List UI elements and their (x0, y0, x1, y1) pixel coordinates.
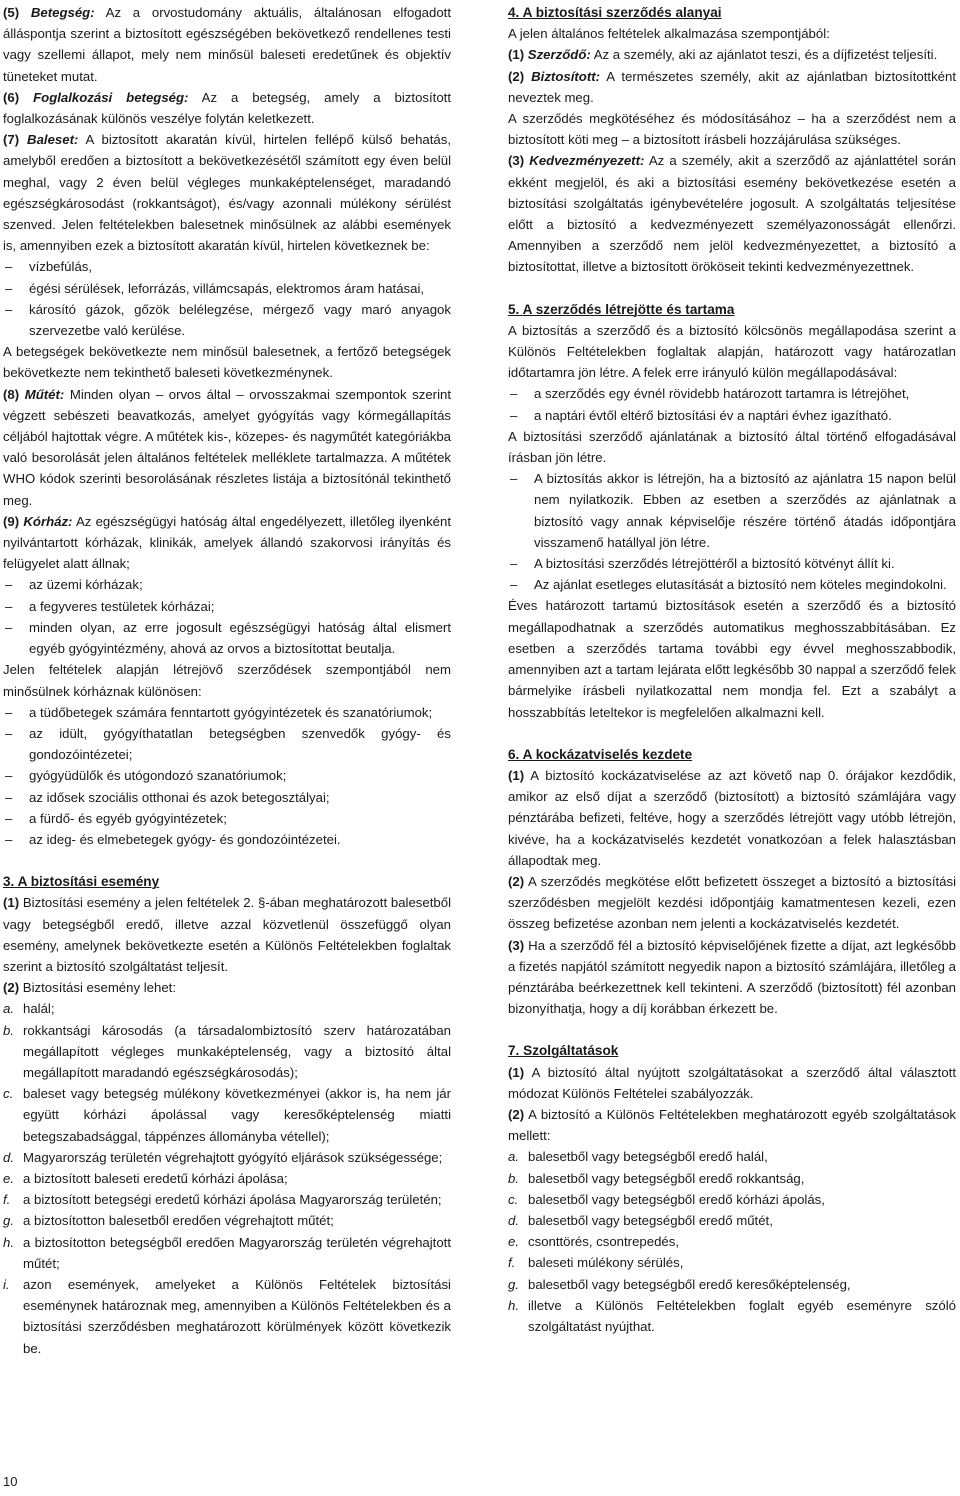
def-illness: (5) Betegség: Az a orvostudomány aktuális, általánosan elfogadott álláspontja szerint a biztosított egészségében bekövetkező rendellenes testi vagy szellemi állapot, mely nem minősül baleseti eredetűnek és objektív tüneteket mutat. (3, 5, 452, 84)
list-item: – a naptári évtől eltérő biztosítási év a naptári évhez igazítható. (508, 405, 956, 426)
list-item: g. a biztosítotton balesetből eredően végrehajtott műtét; (3, 1213, 334, 1229)
list-item: c. balesetből vagy betegségből eredő kórházi ápolás, (508, 1191, 825, 1207)
section-heading-7: 7. Szolgáltatások (508, 1043, 619, 1059)
list-item: i. azon események, amelyeket a Különös Feltételek biztosítási eseménynek határoznak meg, amennyiben a Különös Feltételekben és a biztosítási szerződésben meghatározott körülmények között következik be. (3, 1276, 451, 1356)
hospital-exclusion-intro: Jelen feltételek alapján létrejövő szerződések szempontjából nem minősülnek kórháznak különösen: (3, 662, 451, 699)
def-occupational-disease: (6) Foglalkozási betegség: Az a betegség, amely a biztosított foglalkozásának különös veszélye folytán keletkezett. (3, 89, 451, 127)
sec3-para-2: (2) Biztosítási esemény lehet: (3, 980, 176, 996)
def-insured: (2) Biztosított: A természetes személy, akit az ajánlatban biztosítottként neveztek meg. (508, 68, 956, 105)
def-surgery: (8) Műtét: Minden olyan – orvos által – orvosszakmai szempontok szerint végzett sebészeti beavatkozás, amelyet gyógyítás vagy kórmegállapítás céljából hajtottak végre. A műtétek kis-, közepes- és nagyműtét kategóriákba való besorolását jelen általános feltételek melléklete tartalmazza. A műtétek WHO kódok szerinti besorolásának részletes listája a biztosítónál tekinthető meg. (3, 386, 451, 508)
list-item: – A biztosítás akkor is létrejön, ha a biztosító az ajánlatra 15 napon belül nem nyilatkozik. Ebben az esetben a szerződés az ajánlatnak a biztosító vagy annak képviselője részére történő átadás időpontjára visszamenő hatállyal jön létre. (508, 468, 956, 553)
list-item: b. balesetből vagy betegségből eredő rokkantság, (508, 1170, 805, 1186)
list-item: b. rokkantsági károsodás (a társadalombiztosító szerv határozatában megállapított végleges munkaképtelenség, vagy a biztosító által megállapított maradandó egészségkárosodás); (3, 1022, 451, 1080)
sec6-para-1: (1) A biztosító kockázatviselése az azt követő nap 0. órájakor kezdődik, amikor az első díjat a szerződő (biztosított) a biztosító számlájára vagy pénztárába befizeti, feltéve, hogy a szerződés létrejött vagy utóbb létrejön, kivéve, ha a kockázatviselés kezdetét vonatkozóan a felek halasztásban állapodtak meg. (508, 767, 956, 868)
sec7-para-2: (2) A biztosító a Különös Feltételekben meghatározott egyéb szolgáltatások mellett: (508, 1106, 957, 1144)
list-item: – Az ajánlat esetleges elutasítását a biztosító nem köteles megindokolni. (508, 574, 956, 595)
section-heading-6: 6. A kockázatviselés kezdete (508, 746, 693, 762)
list-item: – az ideg- és elmebetegek gyógy- és gondozóintézetei. (3, 829, 451, 850)
sec5-para-3: Éves határozott tartamú biztosítások esetén a szerződő és a biztosító megállapodhatnak a szerződés automatikus meghosszabbításában. Ez esetben a szerződés tartama további egy évvel meghosszabbodik, amennyiben azt a tartam lejárata előtt legkésőbb 30 nappal a szerződő felek bármelyike írásbeli nyilatkozattal nem mondja fel. Ezt a szabályt a hosszabbítás leteltekor is megfelelően alkalmazni kell. (508, 598, 956, 720)
list-item: d. balesetből vagy betegségből eredő műtét, (508, 1212, 773, 1228)
list-item: – gyógyüdülők és utógondozó szanatóriumok; (3, 765, 451, 786)
def-beneficiary: (3) Kedvezményezett: Az a személy, akit a szerződő az ajánlattétel során ekként megjelöl, és aki a biztosítási esemény bekövetkezése esetén a biztosítási szolgáltatás igénybevételére jogosult. A szolgáltatás teljesítése előtt a biztosító a kedvezményezett személyazonosságát ellenőrzi. Amennyiben a szerződő nem jelöl kedvezményezettet, a biztosító a biztosítottat, illetve a biztosított örököseit tekinti kedvezményezettnek. (508, 153, 957, 275)
list-item: – a fürdő- és egyéb gyógyintézetek; (3, 808, 451, 829)
list-item: – a szerződés egy évnél rövidebb határozott tartamra is létrejöhet, (508, 383, 956, 404)
list-item: d. Magyarország területén végrehajtott gyógyító eljárások szükségessége; (3, 1149, 443, 1165)
list-item: – az üzemi kórházak; (3, 574, 451, 595)
accident-note: A betegségek bekövetkezte nem minősül balesetnek, a fertőző betegségek bekövetkezte nem tekinthető baleseti következménynek. (3, 344, 451, 381)
list-item: – a fegyveres testületek kórházai; (3, 596, 451, 617)
insured-consent-note: A szerződés megkötéséhez és módosításához – ha a szerződést nem a biztosított köti meg – a biztosított írásbeli hozzájárulása szükséges. (508, 111, 956, 148)
sec5-para-2: A biztosítási szerződő ajánlatának a biztosító által történő elfogadásával írásban jön létre. (508, 428, 956, 466)
list-item: a. halál; (3, 1001, 55, 1017)
sec7-para-1: (1) A biztosító által nyújtott szolgáltatásokat a szerződő által választott módozat Különös Feltételei szabályozzák. (508, 1064, 957, 1101)
list-item: – égési sérülések, leforrázás, villámcsapás, elektromos áram hatásai, (3, 278, 451, 299)
list-item: h. a biztosítotton betegségből eredően Magyarország területén végrehajtott műtét; (3, 1234, 451, 1271)
def-contracting-party: (1) Szerződő: Az a személy, aki az ajánlatot teszi, és a díjfizetést teljesíti. (508, 47, 938, 63)
list-item: f. baleseti múlékony sérülés, (508, 1255, 684, 1271)
def-hospital: (9) Kórház: Az egészségügyi hatóság által engedélyezett, illetőleg ilyenként nyilvántartott kórházak, klinikák, amelyek állandó szakorvosi irányítás és felügyelet alatt állnak; (3, 513, 451, 572)
sec3-para-1: (1) Biztosítási esemény a jelen feltételek 2. §-ában meghatározott balesetből vagy betegségből eredő, illetve azzal közvetlenül összefüggő olyan esemény, amelynek bekövetkezte esetén a Különös Feltételekben foglaltak szerint a biztosító szolgáltatást teljesít. (3, 895, 451, 974)
sec4-intro: A jelen általános feltételek alkalmazása szempontjából: (508, 26, 830, 42)
section-heading-3: 3. A biztosítási esemény (3, 874, 160, 890)
list-item: e. csonttörés, csontrepedés, (508, 1234, 680, 1250)
page-number: 10 (3, 1474, 18, 1489)
section-heading-4: 4. A biztosítási szerződés alanyai (508, 5, 722, 20)
list-item: – vízbefúlás, (3, 256, 451, 277)
sec5-para-1: A biztosítás a szerződő és a biztosító kölcsönös megállapodása szerint a Különös Feltételekben foglaltak alapján, határozott vagy határozatlan időtartamra jön létre. A felek erre irányuló külön megállapodásával: (508, 322, 956, 381)
list-item: – károsító gázok, gőzök belélegzése, mérgező vagy maró anyagok szervezetbe való kerülése. (3, 299, 451, 341)
list-item: – a tüdőbetegek számára fenntartott gyógyintézetek és szanatóriumok; (3, 702, 451, 723)
list-item: – A biztosítási szerződés létrejöttéről a biztosító kötvényt állít ki. (508, 553, 956, 574)
list-item: e. a biztosított baleseti eredetű kórházi ápolása; (3, 1170, 288, 1186)
list-item: g. balesetből vagy betegségből eredő keresőképtelenség, (508, 1276, 851, 1292)
def-accident: (7) Baleset: A biztosított akaratán kívül, hirtelen fellépő külső behatás, amelyből eredően a biztosított a bekövetkezésétől számított egy éven belül meghal, vagy 2 éven belül végleges munkaképtelenséget, maradandó egészségkárosodást (rokkantságot), és/vagy azonnali múlékony sérülést szenved. Jelen feltételekben balesetnek minősülnek az alábbi események is, amennyiben ezek a biztosított akaratán kívül, hirtelen következnek be: (3, 132, 452, 254)
list-item: – minden olyan, az erre jogosult egészségügyi hatóság által elismert egyéb gyógyintézmény, ahová az orvos a biztosítottat beutalja. (3, 617, 451, 659)
list-item: a. balesetből vagy betegségből eredő halál, (508, 1149, 768, 1165)
list-item: c. baleset vagy betegség múlékony következményei (akkor is, ha nem jár együtt kórházi ápolással vagy keresőképtelenség miatti betegszabadsággal, táppénzes állományba vétellel); (3, 1086, 451, 1144)
sec6-para-2: (2) A szerződés megkötése előtt befizetett összeget a biztosító a biztosítási szerződésben megjelölt kezdési időpontjáig kamatmentesen kezeli, ezen összeg befizetése azonban nem jelenti a kockázatviselés kezdetét. (508, 873, 957, 932)
sec6-para-3: (3) Ha a szerződő fél a biztosító képviselőjének fizette a díjat, azt legkésőbb a fizetés napjától számított negyedik napon a biztosító számlájára, illetőleg a pénztárába beérkezettnek kell tekinteni. A szerződő (biztosított) fél azonban bizonyíthatja, hogy a díj korábban érkezett be. (508, 937, 956, 1017)
right-column (508, 2, 956, 1337)
list-item: h. illetve a Különös Feltételekben foglalt egyéb eseményre szóló szolgáltatást nyújthat. (508, 1297, 956, 1334)
list-item: f. a biztosított betegségi eredetű kórházi ápolása Magyarország területén; (3, 1192, 442, 1208)
section-heading-5: 5. A szerződés létrejötte és tartama (508, 301, 735, 317)
list-item: – az idősek szociális otthonai és azok betegosztályai; (3, 787, 451, 808)
left-column (3, 2, 451, 1359)
list-item: – az idült, gyógyíthatatlan betegségben szenvedők gyógy- és gondozóintézetei; (3, 723, 451, 765)
